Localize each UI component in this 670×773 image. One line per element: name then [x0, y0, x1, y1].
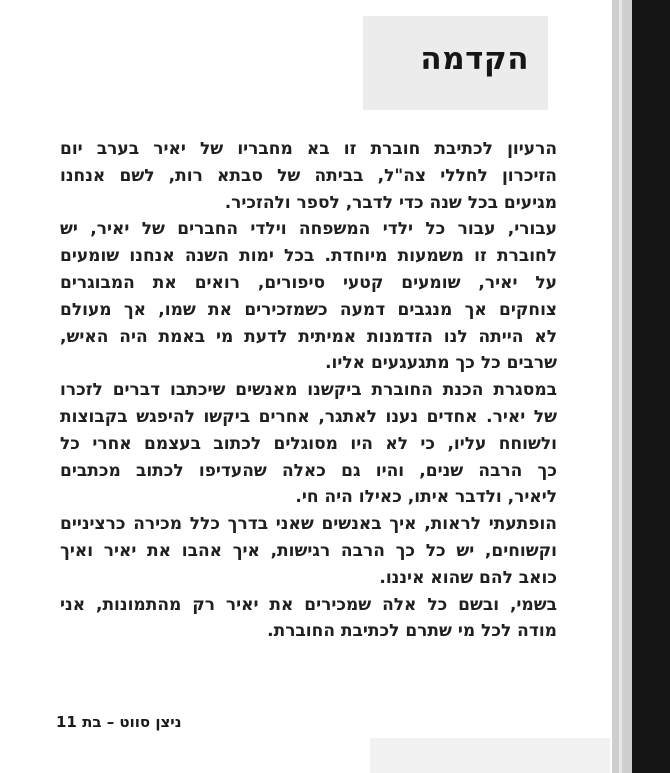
text-line: לא הייתה לנו הזדמנות אמיתית לדעת מי באמת היה האיש,: [60, 326, 557, 347]
text-line: על יאיר, שומעים קטעי סיפורים, רואים את המבוגרים: [60, 272, 557, 293]
text-line: הרעיון לכתיבת חוברת זו בא מחבריו של יאיר בערב יום: [60, 139, 557, 159]
text-line: הופתעתי לראות, איך באנשים שאני בדרך כלל מכירה כרציניים: [60, 514, 557, 535]
text-line: כך הרבה שנים, והיו גם כאלה שהעדיפו לכתוב מכתבים: [60, 460, 557, 481]
book-spine-shadow: [612, 0, 632, 773]
author-signature: ניצן סווט – בת 11: [56, 713, 182, 731]
text-line: של יאיר. אחדים נענו לאתגר, אחרים ביקשו להיפגש בקבוצות: [60, 406, 557, 427]
text-line: צוחקים אך מנגבים דמעה כשמזכירים את שמו, אך מעולם: [60, 299, 557, 320]
introduction-body: [60, 136, 557, 645]
text-line: בשמי, ובשם כל אלה שמכירים את יאיר רק מהתמונות, אני: [60, 594, 557, 615]
book-spine-highlight: [619, 0, 622, 773]
text-line: כואב להם שהוא איננו.: [379, 567, 557, 588]
text-line: ולשוחח עליו, כי לא היו מסוגלים לכתוב בעצמם אחרי כל: [60, 433, 557, 454]
text-line: לחוברת זו משמעות מיוחדת. בכל ימות השנה אנחנו שומעים: [60, 246, 557, 267]
text-line: מודה לכל מי שתרם לכתיבת החוברת.: [267, 621, 557, 642]
text-line: עבורי, עבור כל ילדי המשפחה וילדי החברים של יאיר, יש: [60, 219, 557, 240]
text-line: וקשוחים, יש כל כך הרבה רגישות, איך אהבו את יאיר ואיך: [60, 540, 557, 561]
text-line: מגיעים בכל שנה כדי לדבר, לספר ולהזכיר.: [224, 192, 557, 213]
text-line: הזיכרון לחללי צה"ל, בביתה של סבתא רות, לשם אנחנו: [60, 165, 557, 186]
text-line: במסגרת הכנת החוברת ביקשנו מאנשים שיכתבו דברים לזכרו: [60, 380, 557, 401]
text-line: ליאיר, ולדבר איתו, כאילו היה חי.: [295, 487, 557, 508]
page-title: הקדמה: [420, 41, 529, 77]
book-spine-edge: [632, 0, 670, 773]
text-line: שרבים כל כך מתגעגעים אליו.: [325, 353, 557, 374]
bottom-shading: [370, 738, 610, 773]
